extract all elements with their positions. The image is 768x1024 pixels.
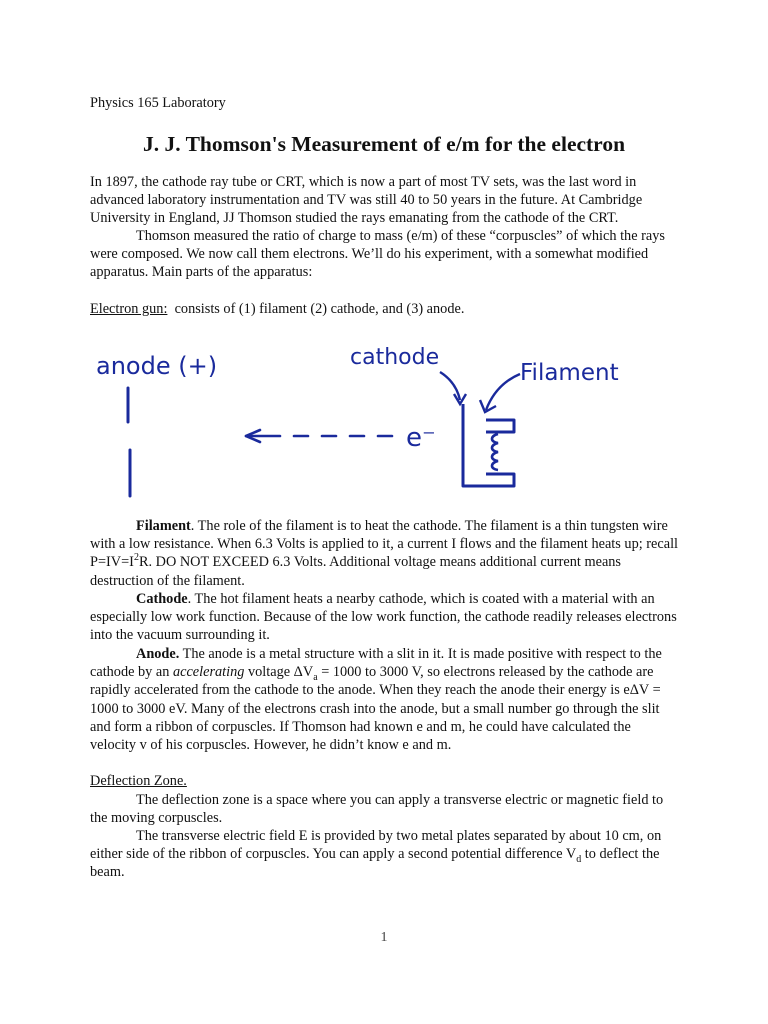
intro-paragraph-2: Thomson measured the ratio of charge to mass (e/m) of these “corpuscles” of which the rays were composed. We now call them electrons. We’ll do his experiment, with a somewhat modified apparatus. Main parts of the apparatus: <box>90 228 665 281</box>
intro-paragraph-1: In 1897, the cathode ray tube or CRT, which is now a part of most TV sets, was the last word in advanced laboratory instrumentation and TV was still 40 to 50 years in the future. At Cambridge University in England, JJ Thomson studied the rays emanating from the cathode of the CRT. <box>90 174 643 227</box>
filament-paragraph: Filament. The role of the filament is to heat the cathode. The filament is a thin tungsten wire with a low resistance. When 6.3 Volts is applied to it, a current I flows and the filament heats up; recall $P=IV=I^2R$. DO NOT EXCEED 6.3 Volts. Additional voltage means additional current means destruction of the filament. <box>90 518 679 589</box>
electron-label: e⁻ <box>406 423 436 453</box>
anode-paragraph: Anode. The anode is a metal structure with a slit in it. It is made positive with respect to the cathode by an accelerating voltage $\Delta V_a = 1000$ to 3000 V, so electrons released by the cathode are rapidly accelerated from the cathode to the anode. When they reach the anode their energy is eΔV = 1000 to 3000 eV. Many of the electrons crash into the anode, but a small number go through the slit and form a ribbon of corpuscles. If Thomson had known e and m, he could have calculated the velocity v of his corpuscles. However, he didn’t know e and m. <box>90 646 662 754</box>
anode-label: anode (+) <box>96 352 218 380</box>
electron-gun-heading: Electron gun: <box>90 301 168 317</box>
deflection-paragraph-2: The transverse electric field E is provided by two metal plates separated by about 10 cm, on either side of the ribbon of corpuscles. You can apply a second potential difference $V_d$ to deflect the beam. <box>90 828 662 881</box>
cathode-paragraph: Cathode. The hot filament heats a nearby cathode, which is coated with a material with an especially low work function. Because of the low work function, the cathode readily releases electrons into the vacuum surrounding it. <box>90 591 677 644</box>
course-header: Physics 165 Laboratory <box>90 95 226 111</box>
filament-term: Filament <box>136 518 191 534</box>
deflection-paragraph-1: The deflection zone is a space where you can apply a transverse electric or magnetic field to the moving corpuscles. <box>90 792 664 827</box>
filament-coil-icon <box>492 434 498 470</box>
cathode-term: Cathode <box>136 591 188 607</box>
electron-gun-text: consists of (1) filament (2) cathode, and (3) anode. <box>174 301 465 317</box>
filament-pointer-icon <box>486 374 520 410</box>
filament-label: Filament <box>520 360 619 386</box>
electron-arrow-icon <box>246 430 392 442</box>
electron-gun-line <box>90 300 678 318</box>
cathode-label: cathode <box>350 345 440 370</box>
anode-term: Anode. <box>136 646 180 662</box>
page-number: 1 <box>380 930 388 945</box>
filament-support <box>486 420 514 432</box>
deflection-heading-line <box>90 772 678 790</box>
electron-gun-diagram <box>88 330 688 510</box>
deflection-heading: Deflection Zone. <box>90 773 187 789</box>
cathode-pointer-icon <box>440 372 460 400</box>
page-title: J. J. Thomson's Measurement of e/m for the electron <box>142 132 626 156</box>
cathode-shape <box>463 404 514 486</box>
